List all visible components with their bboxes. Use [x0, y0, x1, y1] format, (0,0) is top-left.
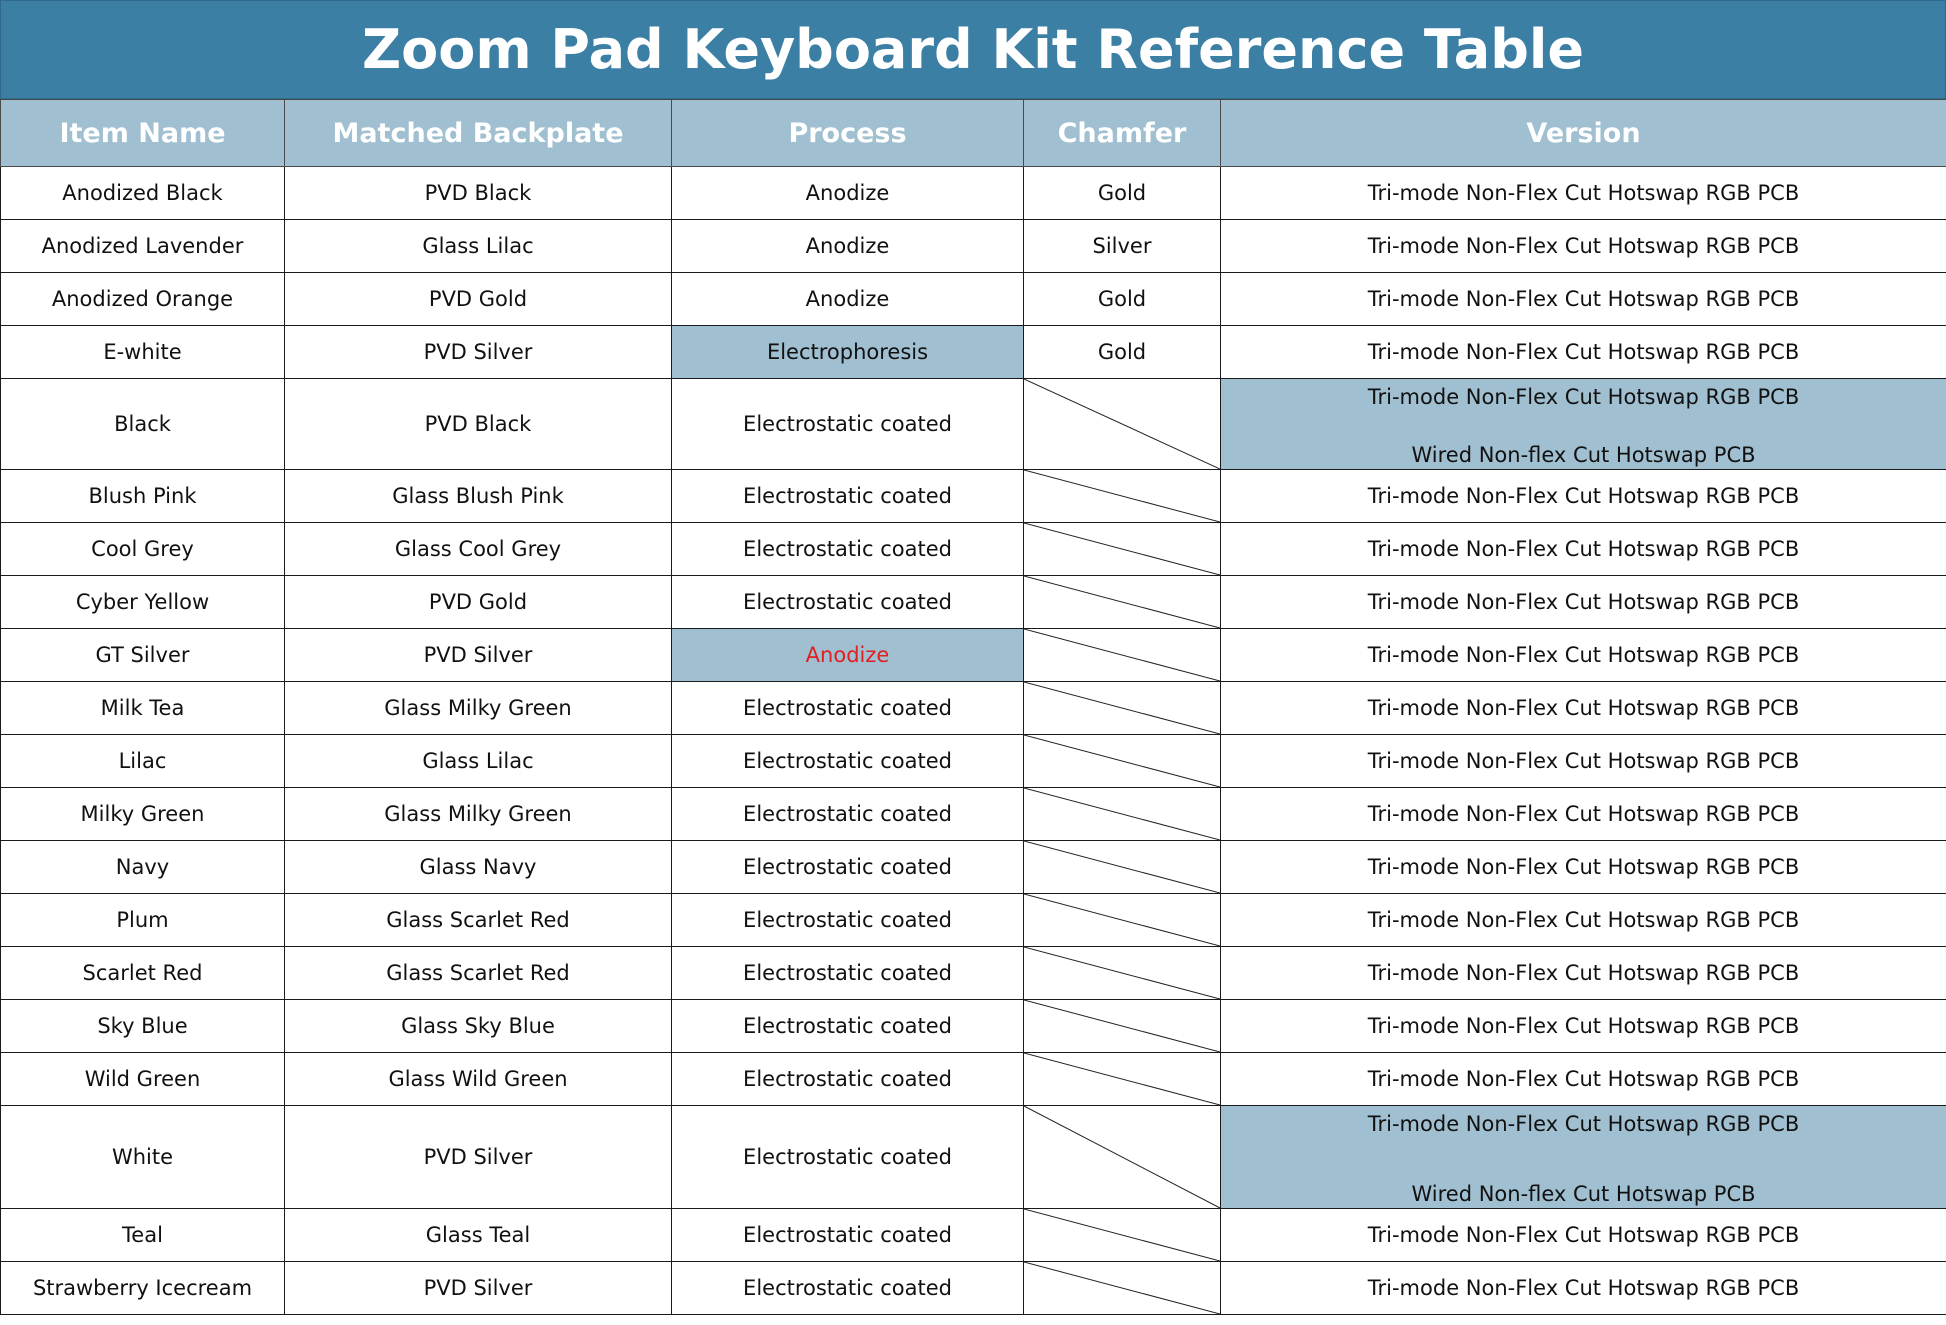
- cell-process[interactable]: Anodize: [672, 273, 1024, 326]
- cell-version[interactable]: Tri-mode Non-Flex Cut Hotswap RGB PCB: [1221, 167, 1946, 220]
- diagonal-slash-mark: [1024, 1000, 1220, 1052]
- table-row: [1, 841, 1946, 894]
- cell-matched-backplate[interactable]: Glass Scarlet Red: [285, 894, 672, 947]
- cell-version[interactable]: [1221, 379, 1946, 470]
- cell-matched-backplate[interactable]: PVD Silver: [285, 1106, 672, 1209]
- cell-process[interactable]: Electrostatic coated: [672, 1053, 1024, 1106]
- cell-matched-backplate[interactable]: Glass Lilac: [285, 735, 672, 788]
- cell-matched-backplate[interactable]: PVD Silver: [285, 1262, 672, 1315]
- table-title: Zoom Pad Keyboard Kit Reference Table: [0, 0, 1946, 99]
- table-body: [1, 167, 1946, 1315]
- column-header-chamfer[interactable]: Chamfer: [1024, 100, 1221, 167]
- table-row: [1, 1000, 1946, 1053]
- cell-item-name[interactable]: GT Silver: [1, 629, 285, 682]
- cell-item-name[interactable]: Cyber Yellow: [1, 576, 285, 629]
- table-row: [1, 273, 1946, 326]
- cell-version[interactable]: Tri-mode Non-Flex Cut Hotswap RGB PCB: [1221, 220, 1946, 273]
- cell-item-name[interactable]: Plum: [1, 894, 285, 947]
- cell-process[interactable]: Electrostatic coated: [672, 1209, 1024, 1262]
- cell-chamfer[interactable]: [1024, 947, 1221, 1000]
- cell-chamfer[interactable]: [1024, 1053, 1221, 1106]
- diagonal-slash-mark: [1024, 1106, 1220, 1208]
- diagonal-slash-line: [1024, 841, 1220, 893]
- cell-chamfer[interactable]: Silver: [1024, 220, 1221, 273]
- cell-item-name[interactable]: Teal: [1, 1209, 285, 1262]
- cell-matched-backplate[interactable]: Glass Teal: [285, 1209, 672, 1262]
- table-row: [1, 735, 1946, 788]
- diagonal-slash-mark: [1024, 576, 1220, 628]
- diagonal-slash-mark: [1024, 1209, 1220, 1261]
- diagonal-slash-mark: [1024, 735, 1220, 787]
- cell-chamfer[interactable]: [1024, 629, 1221, 682]
- diagonal-slash-mark: [1024, 788, 1220, 840]
- diagonal-slash-line: [1024, 629, 1220, 681]
- cell-item-name[interactable]: E-white: [1, 326, 285, 379]
- version-line: Wired Non-flex Cut Hotswap PCB: [1411, 443, 1756, 467]
- cell-chamfer[interactable]: Gold: [1024, 273, 1221, 326]
- cell-process[interactable]: Electrostatic coated: [672, 470, 1024, 523]
- table-row: [1, 682, 1946, 735]
- cell-chamfer[interactable]: Gold: [1024, 167, 1221, 220]
- table-row: [1, 788, 1946, 841]
- table-row: [1, 379, 1946, 470]
- cell-version[interactable]: Tri-mode Non-Flex Cut Hotswap RGB PCB: [1221, 470, 1946, 523]
- table-row: [1, 1106, 1946, 1209]
- diagonal-slash-line: [1024, 1053, 1220, 1105]
- cell-version[interactable]: [1221, 1106, 1946, 1209]
- cell-version[interactable]: Tri-mode Non-Flex Cut Hotswap RGB PCB: [1221, 788, 1946, 841]
- table-row: [1, 167, 1946, 220]
- cell-matched-backplate[interactable]: Glass Scarlet Red: [285, 947, 672, 1000]
- table-row: [1, 470, 1946, 523]
- cell-process[interactable]: Electrostatic coated: [672, 523, 1024, 576]
- table-row: [1, 523, 1946, 576]
- cell-process[interactable]: Electrostatic coated: [672, 1106, 1024, 1209]
- diagonal-slash-mark: [1024, 1262, 1220, 1314]
- cell-item-name[interactable]: Navy: [1, 841, 285, 894]
- cell-version[interactable]: Tri-mode Non-Flex Cut Hotswap RGB PCB: [1221, 894, 1946, 947]
- diagonal-slash-mark: [1024, 841, 1220, 893]
- cell-matched-backplate[interactable]: Glass Lilac: [285, 220, 672, 273]
- cell-process[interactable]: Electrostatic coated: [672, 379, 1024, 470]
- diagonal-slash-mark: [1024, 947, 1220, 999]
- cell-process[interactable]: Anodize: [672, 167, 1024, 220]
- cell-process[interactable]: Anodize: [672, 629, 1024, 682]
- cell-version[interactable]: Tri-mode Non-Flex Cut Hotswap RGB PCB: [1221, 735, 1946, 788]
- cell-matched-backplate[interactable]: Glass Cool Grey: [285, 523, 672, 576]
- cell-chamfer[interactable]: [1024, 788, 1221, 841]
- cell-chamfer[interactable]: [1024, 1000, 1221, 1053]
- column-header-version[interactable]: Version: [1221, 100, 1946, 167]
- cell-matched-backplate[interactable]: Glass Sky Blue: [285, 1000, 672, 1053]
- cell-matched-backplate[interactable]: Glass Navy: [285, 841, 672, 894]
- header-row: [1, 100, 1946, 167]
- table-row: [1, 220, 1946, 273]
- cell-chamfer[interactable]: [1024, 576, 1221, 629]
- cell-process[interactable]: Electrostatic coated: [672, 894, 1024, 947]
- cell-chamfer[interactable]: [1024, 523, 1221, 576]
- diagonal-slash-line: [1024, 947, 1220, 999]
- cell-matched-backplate[interactable]: PVD Silver: [285, 326, 672, 379]
- cell-version[interactable]: Tri-mode Non-Flex Cut Hotswap RGB PCB: [1221, 1000, 1946, 1053]
- cell-item-name[interactable]: Lilac: [1, 735, 285, 788]
- cell-item-name[interactable]: Anodized Orange: [1, 273, 285, 326]
- cell-version[interactable]: Tri-mode Non-Flex Cut Hotswap RGB PCB: [1221, 947, 1946, 1000]
- cell-chamfer[interactable]: [1024, 1262, 1221, 1315]
- diagonal-slash-line: [1024, 788, 1220, 840]
- table-row: [1, 629, 1946, 682]
- cell-chamfer[interactable]: [1024, 1209, 1221, 1262]
- version-list: [1221, 1106, 1946, 1208]
- cell-item-name[interactable]: Anodized Lavender: [1, 220, 285, 273]
- cell-item-name[interactable]: Sky Blue: [1, 1000, 285, 1053]
- diagonal-slash-mark: [1024, 894, 1220, 946]
- version-list: [1221, 379, 1946, 469]
- cell-item-name[interactable]: Scarlet Red: [1, 947, 285, 1000]
- cell-process[interactable]: Electrostatic coated: [672, 947, 1024, 1000]
- diagonal-slash-line: [1024, 576, 1220, 628]
- cell-version[interactable]: Tri-mode Non-Flex Cut Hotswap RGB PCB: [1221, 576, 1946, 629]
- cell-matched-backplate[interactable]: PVD Black: [285, 379, 672, 470]
- diagonal-slash-mark: [1024, 470, 1220, 522]
- cell-version[interactable]: Tri-mode Non-Flex Cut Hotswap RGB PCB: [1221, 1262, 1946, 1315]
- cell-version[interactable]: Tri-mode Non-Flex Cut Hotswap RGB PCB: [1221, 523, 1946, 576]
- cell-matched-backplate[interactable]: PVD Gold: [285, 576, 672, 629]
- cell-item-name[interactable]: Black: [1, 379, 285, 470]
- diagonal-slash-mark: [1024, 629, 1220, 681]
- diagonal-slash-line: [1024, 682, 1220, 734]
- cell-item-name[interactable]: Strawberry Icecream: [1, 1262, 285, 1315]
- diagonal-slash-line: [1024, 1106, 1220, 1208]
- cell-process[interactable]: Electrophoresis: [672, 326, 1024, 379]
- cell-chamfer[interactable]: [1024, 379, 1221, 470]
- diagonal-slash-line: [1024, 735, 1220, 787]
- diagonal-slash-mark: [1024, 1053, 1220, 1105]
- cell-version[interactable]: Tri-mode Non-Flex Cut Hotswap RGB PCB: [1221, 1209, 1946, 1262]
- diagonal-slash-line: [1024, 523, 1220, 575]
- cell-process[interactable]: Electrostatic coated: [672, 576, 1024, 629]
- cell-matched-backplate[interactable]: Glass Wild Green: [285, 1053, 672, 1106]
- cell-item-name[interactable]: Anodized Black: [1, 167, 285, 220]
- column-header-item-name[interactable]: Item Name: [1, 100, 285, 167]
- version-line: Tri-mode Non-Flex Cut Hotswap RGB PCB: [1367, 1112, 1800, 1136]
- cell-process[interactable]: Electrostatic coated: [672, 682, 1024, 735]
- table-row: [1, 894, 1946, 947]
- cell-matched-backplate[interactable]: Glass Milky Green: [285, 682, 672, 735]
- cell-process[interactable]: Electrostatic coated: [672, 735, 1024, 788]
- cell-process[interactable]: Electrostatic coated: [672, 788, 1024, 841]
- diagonal-slash-line: [1024, 1000, 1220, 1052]
- cell-chamfer[interactable]: [1024, 735, 1221, 788]
- cell-matched-backplate[interactable]: PVD Silver: [285, 629, 672, 682]
- cell-item-name[interactable]: Cool Grey: [1, 523, 285, 576]
- cell-matched-backplate[interactable]: Glass Milky Green: [285, 788, 672, 841]
- diagonal-slash-line: [1024, 1262, 1220, 1314]
- cell-process[interactable]: Electrostatic coated: [672, 841, 1024, 894]
- cell-chamfer[interactable]: [1024, 894, 1221, 947]
- column-header-matched-backplate[interactable]: Matched Backplate: [285, 100, 672, 167]
- cell-version[interactable]: Tri-mode Non-Flex Cut Hotswap RGB PCB: [1221, 273, 1946, 326]
- cell-chamfer[interactable]: [1024, 682, 1221, 735]
- reference-table: [0, 99, 1946, 1315]
- cell-version[interactable]: Tri-mode Non-Flex Cut Hotswap RGB PCB: [1221, 682, 1946, 735]
- cell-item-name[interactable]: Milk Tea: [1, 682, 285, 735]
- version-line: Wired Non-flex Cut Hotswap PCB: [1411, 1182, 1756, 1206]
- column-header-process[interactable]: Process: [672, 100, 1024, 167]
- cell-matched-backplate[interactable]: Glass Blush Pink: [285, 470, 672, 523]
- diagonal-slash-line: [1024, 470, 1220, 522]
- diagonal-slash-line: [1024, 379, 1220, 469]
- cell-process[interactable]: Electrostatic coated: [672, 1262, 1024, 1315]
- version-line: Tri-mode Non-Flex Cut Hotswap RGB PCB: [1367, 385, 1800, 409]
- cell-chamfer[interactable]: Gold: [1024, 326, 1221, 379]
- cell-version[interactable]: Tri-mode Non-Flex Cut Hotswap RGB PCB: [1221, 841, 1946, 894]
- cell-chamfer[interactable]: [1024, 841, 1221, 894]
- diagonal-slash-mark: [1024, 523, 1220, 575]
- cell-item-name[interactable]: Milky Green: [1, 788, 285, 841]
- table-row: [1, 326, 1946, 379]
- cell-process[interactable]: Anodize: [672, 220, 1024, 273]
- table-row: [1, 1262, 1946, 1315]
- diagonal-slash-mark: [1024, 379, 1220, 469]
- diagonal-slash-line: [1024, 1209, 1220, 1261]
- table-row: [1, 1209, 1946, 1262]
- table-row: [1, 1053, 1946, 1106]
- cell-process[interactable]: Electrostatic coated: [672, 1000, 1024, 1053]
- diagonal-slash-line: [1024, 894, 1220, 946]
- cell-matched-backplate[interactable]: PVD Gold: [285, 273, 672, 326]
- cell-version[interactable]: Tri-mode Non-Flex Cut Hotswap RGB PCB: [1221, 629, 1946, 682]
- table-row: [1, 947, 1946, 1000]
- cell-item-name[interactable]: White: [1, 1106, 285, 1209]
- cell-version[interactable]: Tri-mode Non-Flex Cut Hotswap RGB PCB: [1221, 326, 1946, 379]
- cell-item-name[interactable]: Wild Green: [1, 1053, 285, 1106]
- cell-version[interactable]: Tri-mode Non-Flex Cut Hotswap RGB PCB: [1221, 1053, 1946, 1106]
- cell-chamfer[interactable]: [1024, 1106, 1221, 1209]
- cell-matched-backplate[interactable]: PVD Black: [285, 167, 672, 220]
- table-row: [1, 576, 1946, 629]
- diagonal-slash-mark: [1024, 682, 1220, 734]
- cell-chamfer[interactable]: [1024, 470, 1221, 523]
- cell-item-name[interactable]: Blush Pink: [1, 470, 285, 523]
